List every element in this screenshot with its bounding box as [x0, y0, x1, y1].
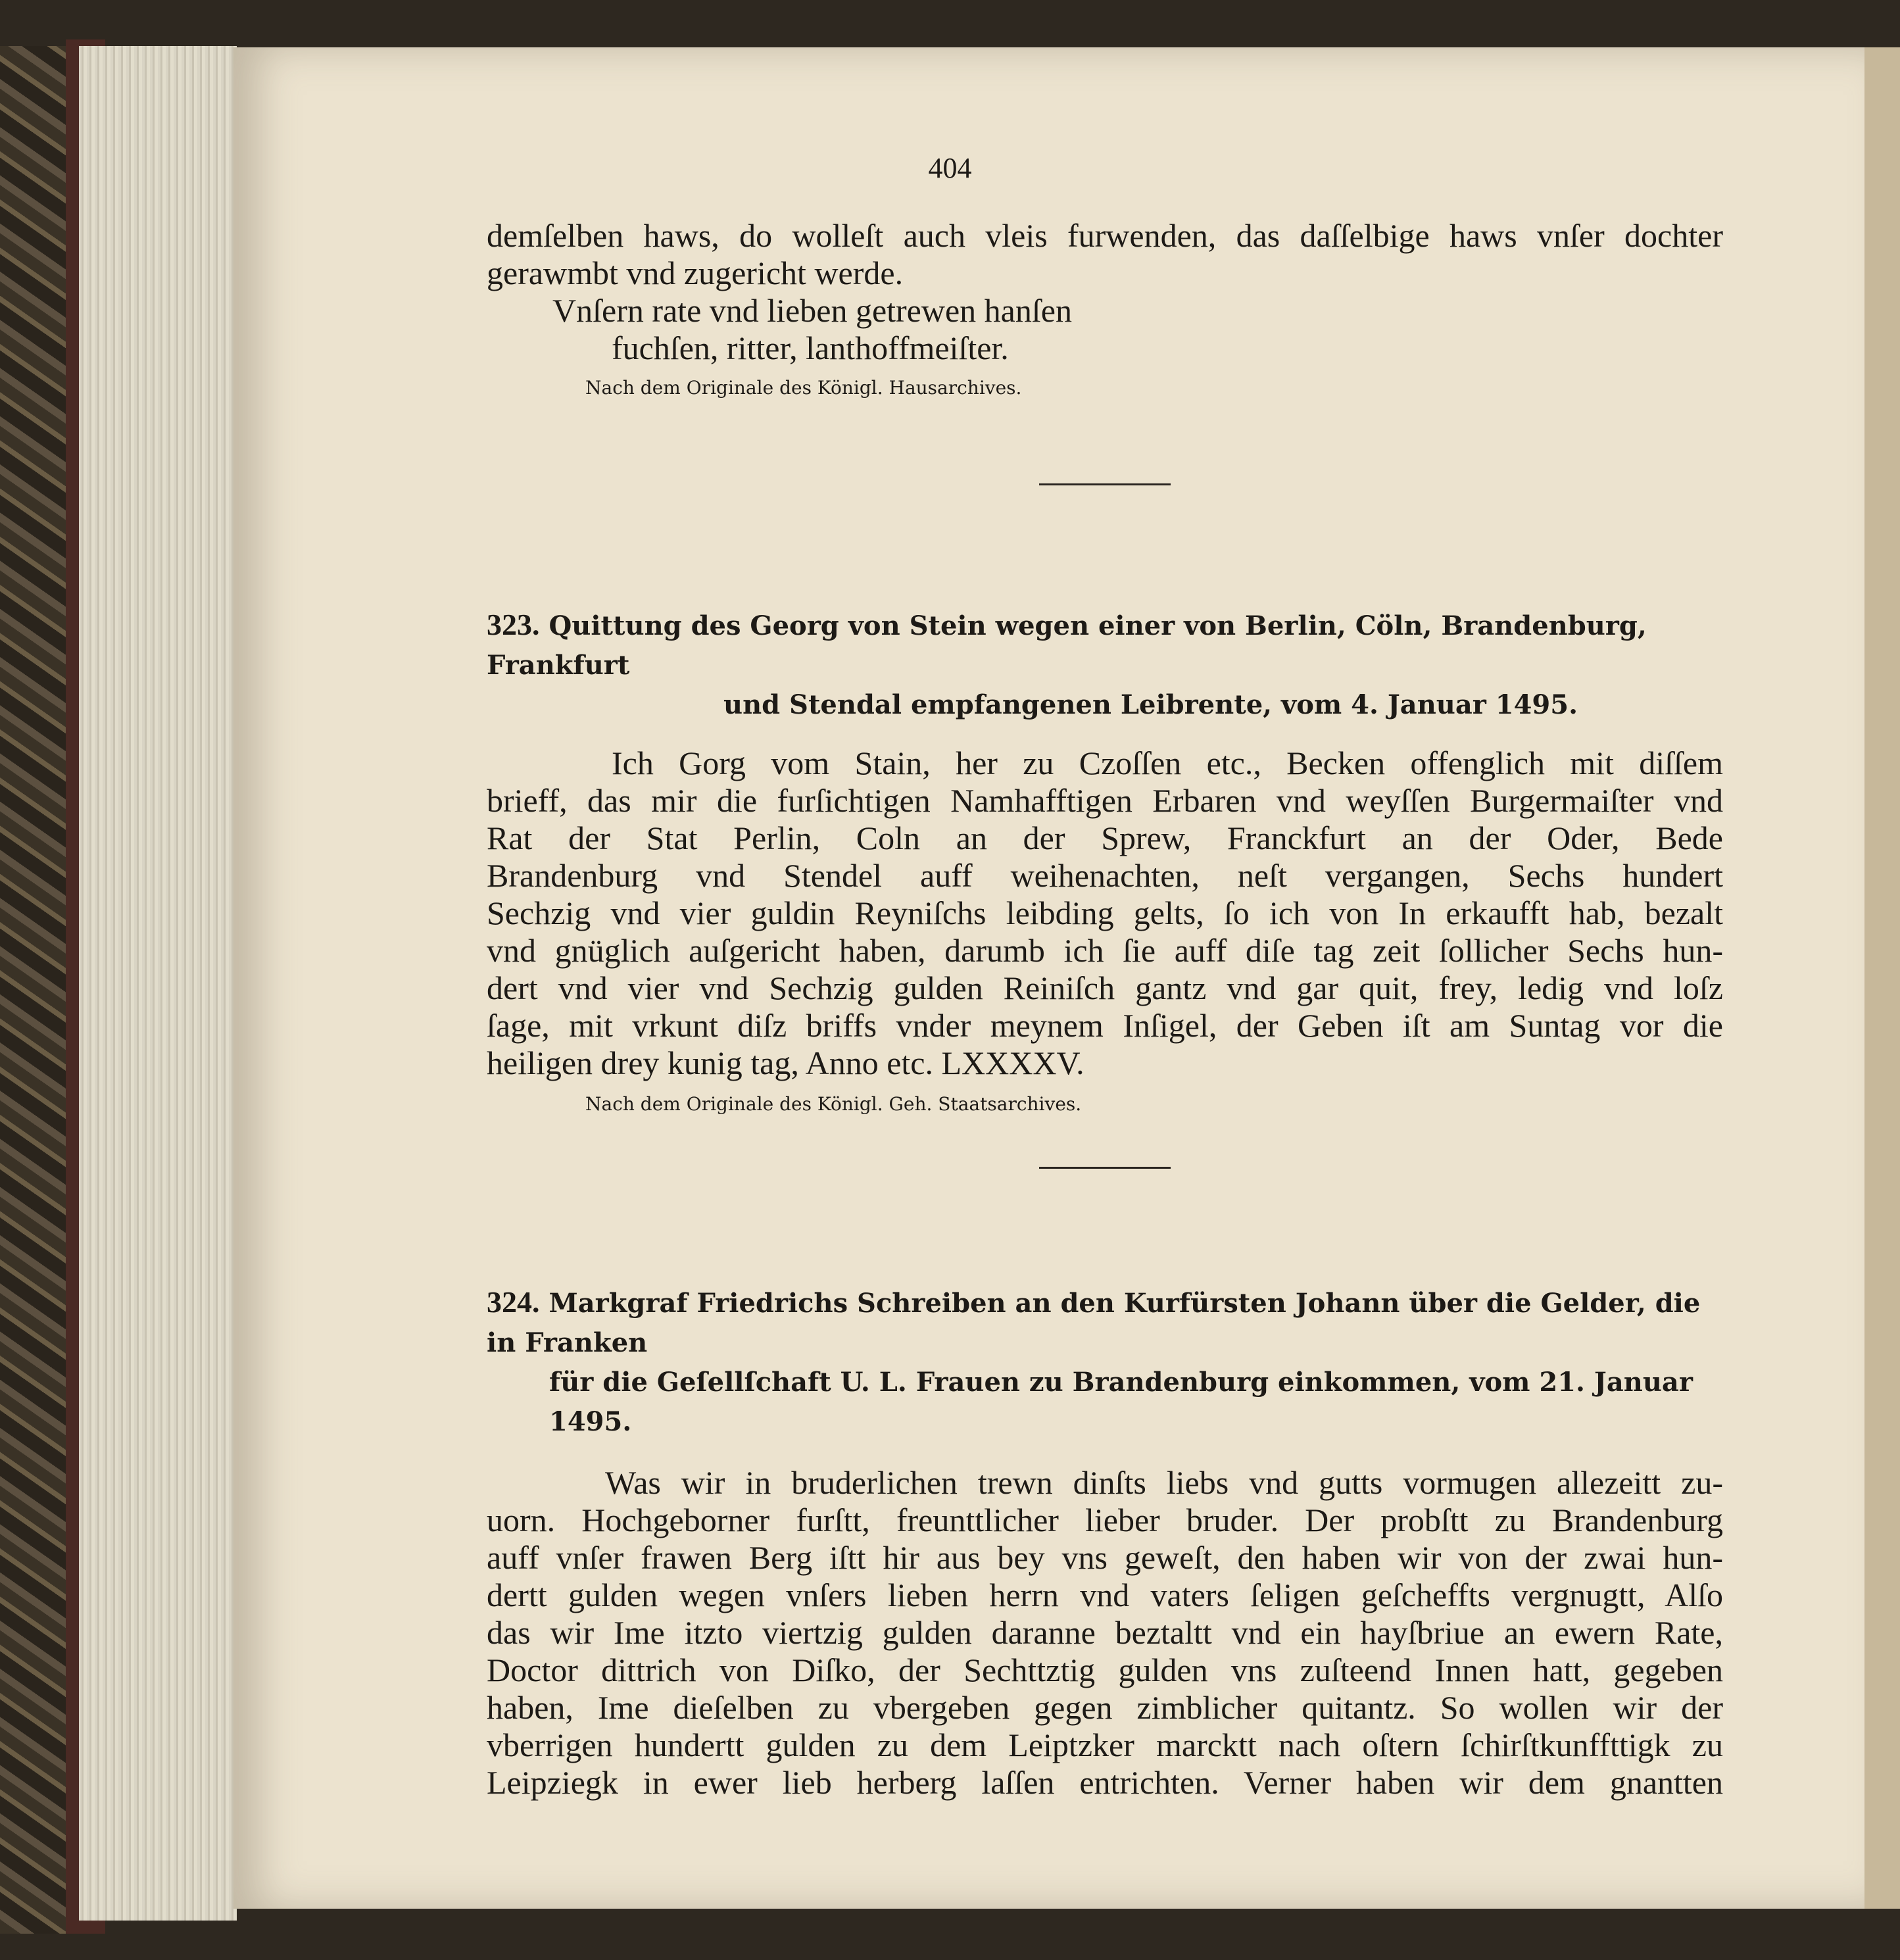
- section-number: 324.: [487, 1285, 540, 1319]
- section-divider: [1039, 483, 1171, 485]
- text-line: Ich Gorg vom Stain, her zu Czoſſen etc., Becken offenglich mit diſſem: [612, 745, 1723, 781]
- text-line: haben, Ime dieſelben zu vbergeben gegen zimblicher quitantz. So wollen wir der: [487, 1689, 1723, 1726]
- text-line: dertt gulden wegen vnſers lieben herrn vnd vaters ſeligen geſcheffts vergnugtt, Alſo: [487, 1577, 1723, 1613]
- text-line: Rat der Stat Perlin, Coln an der Sprew, Franckfurt an der Oder, Bede: [487, 820, 1723, 856]
- page-block-edges: [79, 46, 237, 1921]
- address-line: Vnſern rate vnd lieben getrewen hanſen: [552, 292, 1072, 329]
- heading-line: für die Geſellſchaft U. L. Frauen zu Brandenburg einkommen, vom 21. Januar 1495.: [549, 1367, 1693, 1437]
- text-line: dert vnd vier vnd Sechzig gulden Reiniſch gantz vnd gar quit, frey, ledig vnd loſz: [487, 969, 1723, 1006]
- text-line: gerawmbt vnd zugericht werde.: [487, 255, 904, 291]
- section-heading: [487, 605, 1723, 685]
- text-line: demſelben haws, do wolleſt auch vleis furwenden, das daſſelbige haws vnſer dochter: [487, 217, 1723, 254]
- text-line: vberrigen hundertt gulden zu dem Leiptzker marcktt nach oſtern ſchirſtkunffttigk zu: [487, 1727, 1723, 1763]
- section-324: [487, 1283, 1723, 1801]
- text-line: vnd gnüglich auſgericht haben, darumb ich ſie auff diſe tag zeit ſollicher Sechs hun-: [487, 932, 1723, 969]
- text-line: Was wir in bruderlichen trewn dinſts liebs vnd gutts vormugen allezeitt zu-: [605, 1464, 1723, 1501]
- heading-line: und Stendal empfangenen Leibrente, vom 4. Januar 1495.: [723, 689, 1578, 720]
- text-line: ſage, mit vrkunt diſz briffs vnder meynem Inſigel, der Geben iſt am Suntag vor die: [487, 1007, 1723, 1044]
- text-line: auff vnſer frawen Berg iſtt hir aus bey vns geweſt, den haben wir von der zwai hun-: [487, 1539, 1723, 1576]
- text-line: heiligen drey kunig tag, Anno etc. LXXXXV.: [487, 1044, 1084, 1081]
- text-line: Brandenburg vnd Stendel auff weihenachten, neſt vergangen, Sechs hundert: [487, 857, 1723, 894]
- section-heading: [487, 1283, 1723, 1363]
- section-323: [487, 605, 1723, 1117]
- text-line: das wir Ime itzto viertzig gulden daranne beztaltt vnd ein hayſbriue an ewern Rate,: [487, 1614, 1723, 1651]
- address-line: fuchſen, ritter, lanthoffmeiſter.: [612, 330, 1009, 366]
- page-number: 404: [928, 152, 972, 184]
- source-note: Nach dem Originale des Königl. Hausarchives.: [585, 377, 1022, 399]
- facing-page-edge: [1864, 47, 1900, 1909]
- text-line: Leipziegk in ewer lieb herberg laſſen entrichten. Verner haben wir dem gnantten: [487, 1764, 1723, 1801]
- text-line: brieff, das mir die furſichtigen Namhafftigen Erbaren vnd weyſſen Burgermaiſter vnd: [487, 782, 1723, 819]
- section-divider: [1039, 1167, 1171, 1169]
- heading-line: Markgraf Friedrichs Schreiben an den Kurfürsten Johann über die Gelder, die in Franken: [487, 1288, 1701, 1358]
- top-block: [487, 217, 1723, 401]
- source-note: Nach dem Originale des Königl. Geh. Staatsarchives.: [585, 1093, 1082, 1115]
- text-line: Doctor dittrich von Diſko, der Sechttztig gulden vns zuſteend Innen hatt, gegeben: [487, 1652, 1723, 1688]
- section-number: 323.: [487, 608, 540, 641]
- text-line: Sechzig vnd vier guldin Reyniſchs leibding gelts, ſo ich von In erkaufft hab, bezalt: [487, 894, 1723, 931]
- heading-line: Quittung des Georg von Stein wegen einer von Berlin, Cöln, Brandenburg, Frankfurt: [487, 610, 1647, 681]
- text-line: uorn. Hochgeborner furſtt, freunttlicher lieber bruder. Der probſtt zu Brandenburg: [487, 1502, 1723, 1538]
